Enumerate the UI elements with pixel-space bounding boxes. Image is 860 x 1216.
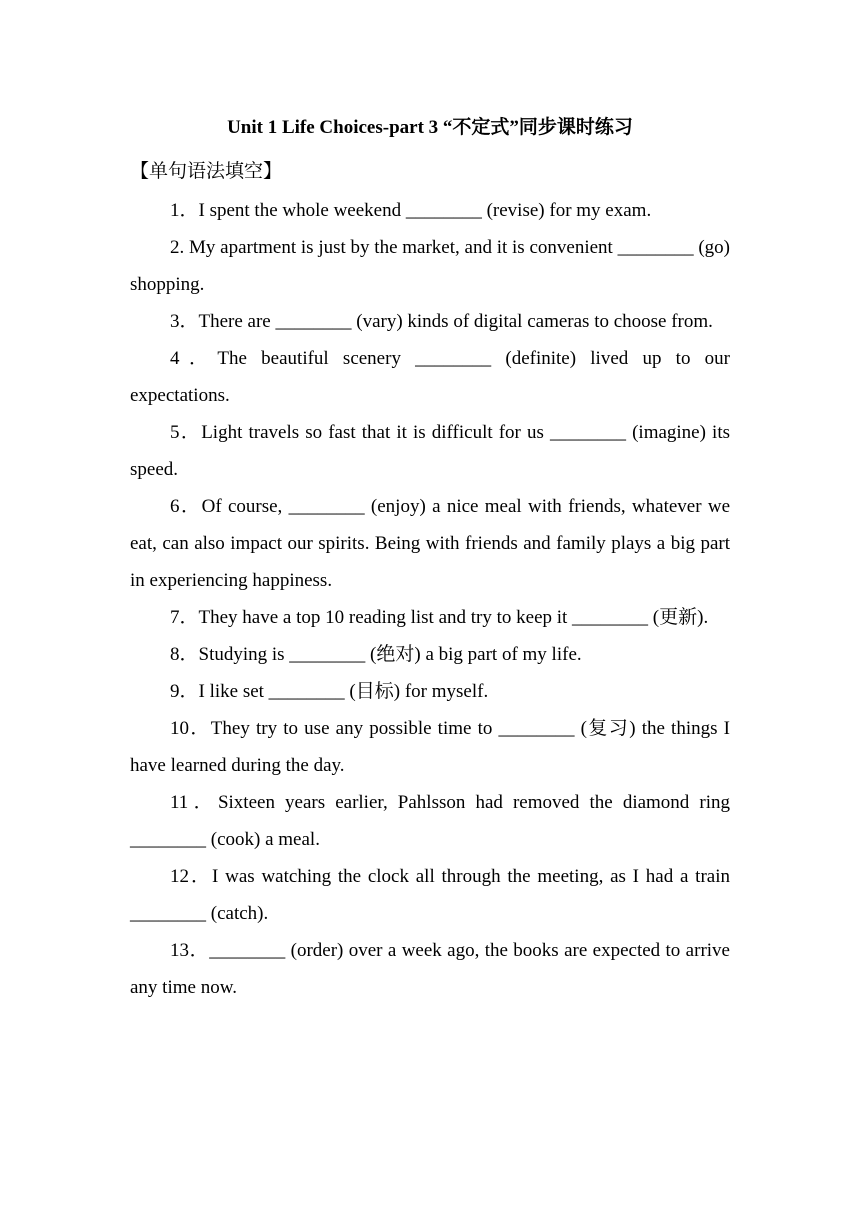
question-item: 9．I like set ________ (目标) for myself. (170, 681, 489, 702)
question-item: 4．The beautiful scenery ________ (definite) lived up to our expectations. (130, 348, 730, 406)
question-item: 2. My apartment is just by the market, and it is convenient ________ (go) shopping. (130, 237, 730, 295)
question-item: 1．I spent the whole weekend ________ (revise) for my exam. (170, 200, 652, 221)
question-item: 12．I was watching the clock all through the meeting, as I had a train ________ (catch). (130, 866, 730, 924)
section-heading: 【单句语法填空】 (130, 161, 283, 182)
question-item: 6．Of course, ________ (enjoy) a nice meal with friends, whatever we eat, can also impact our spirits. Being with friends and family plays a big part in experiencing happiness. (130, 496, 730, 591)
document-title: Unit 1 Life Choices-part 3 “不定式”同步课时练习 (227, 117, 633, 138)
question-item: 10．They try to use any possible time to ________ (复习) the things I have learned during the day. (130, 718, 730, 776)
question-item: 13．________ (order) over a week ago, the books are expected to arrive any time now. (130, 940, 730, 998)
question-item: 11．Sixteen years earlier, Pahlsson had removed the diamond ring ________ (cook) a meal. (130, 792, 730, 850)
question-item: 5．Light travels so fast that it is difficult for us ________ (imagine) its speed. (130, 422, 730, 480)
question-list (130, 192, 730, 1006)
question-item: 8．Studying is ________ (绝对) a big part of my life. (170, 644, 582, 665)
question-item: 7．They have a top 10 reading list and try to keep it ________ (更新). (170, 607, 709, 628)
question-item: 3．There are ________ (vary) kinds of digital cameras to choose from. (170, 311, 713, 332)
